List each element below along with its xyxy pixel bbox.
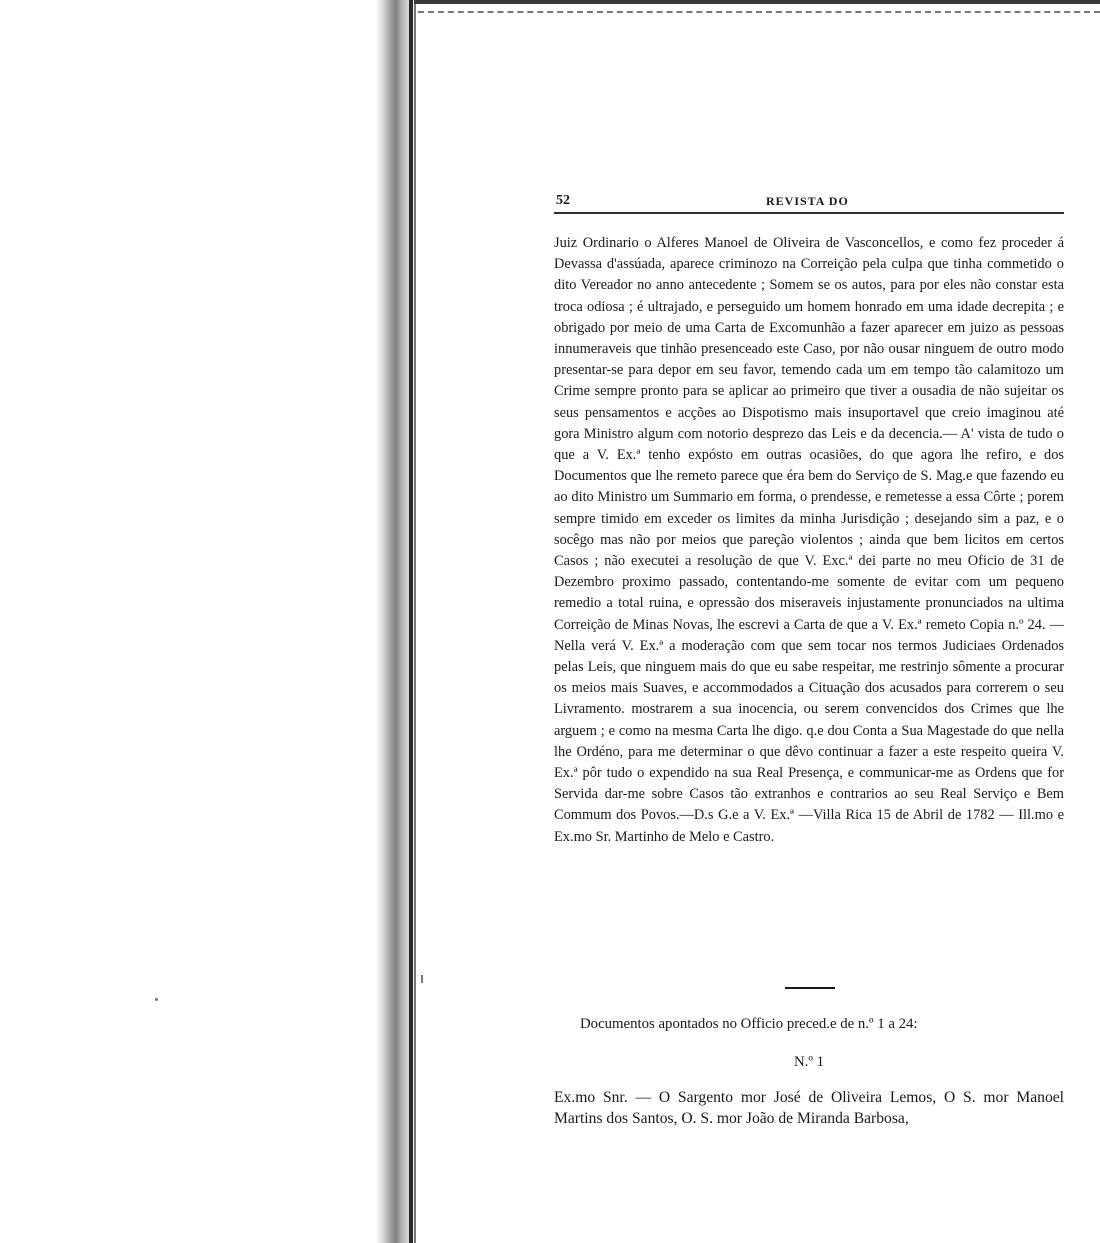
- book-gutter-edge: [409, 0, 413, 1243]
- page-header: [554, 190, 1064, 212]
- body-paragraph: Juiz Ordinario o Alferes Manoel de Oliveira de Vasconcellos, e como fez proceder á Devassa d'assúada, aparece criminozo na Correição pela culpa que tinha commetido o dito Vereador no anno antecedente ; Somem se os autos, para por eles não constar esta troca odiosa ; é ultrajado, e perseguido um homem honrado em uma idade decrepita ; e obrigado por meio de uma Carta de Excomunhão a fazer aparecer em juizo as pessoas innumeraveis que tinhão presenceado este Caso, por não ousar ninguem de outro modo presentar-se para depor em seu favor, temendo cada um em tempo tão calamitozo um Crime sempre pronto para se aplicar ao primeiro que tiver a ousadia de não sujeitar os seus pensamentos e acções ao Dispotismo mais insuportavel que creio imaginou até gora Ministro algum com notorio desprezo das Leis e da decencia.— A' vista de tudo o que a V. Ex.ª tenho expósto em outras ocasiões, do que agora lhe refiro, e dos Documentos que lhe remeto parece que éra bem do Serviço de S. Mag.e que fazendo eu ao dito Ministro um Summario em forma, o prendesse, e remetesse a essa Côrte ; porem sempre timido em exceder os limites da minha Jurisdição ; desejando sim a paz, e o socêgo mas não por meios que pareção violentos ; ainda que bem licitos em certos Casos ; não executei a resolução de que V. Exc.ª dei parte no meu Oficio de 31 de Dezembro proximo passado, contentando-me somente de evitar com um pequeno remedio a total ruina, e opressão dos miseraveis injustamente pronunciados na ultima Correição de Minas Novas, lhe escrevi a Carta de que a V. Ex.ª remeto Copia n.º 24. — Nella verá V. Ex.ª a moderação com que sem tocar nos termos Judiciaes Ordenados pelas Leis, que ninguem mais do que eu sabe respeitar, me restrinjo sômente a procurar os meios mais Suaves, e accommodados a Cituação dos acusados para correrem o seu Livramento. mostrarem a sua inocencia, ou serem convencidos dos Crimes que lhe arguem ; e como na mesma Carta lhe digo. q.e dou Conta a Sua Magestade do que nella lhe Ordéno, para me determinar o que dêvo continuar a fazer a este respeito queira V. Ex.ª pôr tudo o expendido na sua Real Presença, e communicar-me as Ordens que for Servida dar-me sobre Casos tão extranhos e contrarios ao seu Real Serviço e Bem Commum dos Povos.—D.s G.e a V. Ex.ª —Villa Rica 15 de Abril de 1782 — Ill.mo e Ex.mo Sr. Martinho de Melo e Castro.: [554, 235, 1064, 845]
- book-gutter-edge-inner: [414, 0, 416, 1243]
- running-head: REVISTA DO: [766, 194, 849, 208]
- document-opening-text: Ex.mo Snr. — O Sargento mor José de Oliveira Lemos, O S. mor Manoel Martins dos Santos, O. S. mor João de Miranda Barbosa,: [554, 1089, 1064, 1127]
- header-rule: [554, 212, 1064, 214]
- section-divider: [785, 987, 835, 989]
- page-top-edge: [414, 0, 1100, 4]
- body-text: [554, 233, 1064, 848]
- page-number: 52: [556, 193, 570, 208]
- page-top-edge-dash: [418, 11, 1100, 13]
- scan-speck: [421, 975, 423, 983]
- documents-heading: Documentos apontados no Officio preced.e de n.º 1 a 24:: [580, 1016, 918, 1032]
- document-number: N.º 1: [793, 1054, 825, 1070]
- scan-speck: [155, 998, 158, 1001]
